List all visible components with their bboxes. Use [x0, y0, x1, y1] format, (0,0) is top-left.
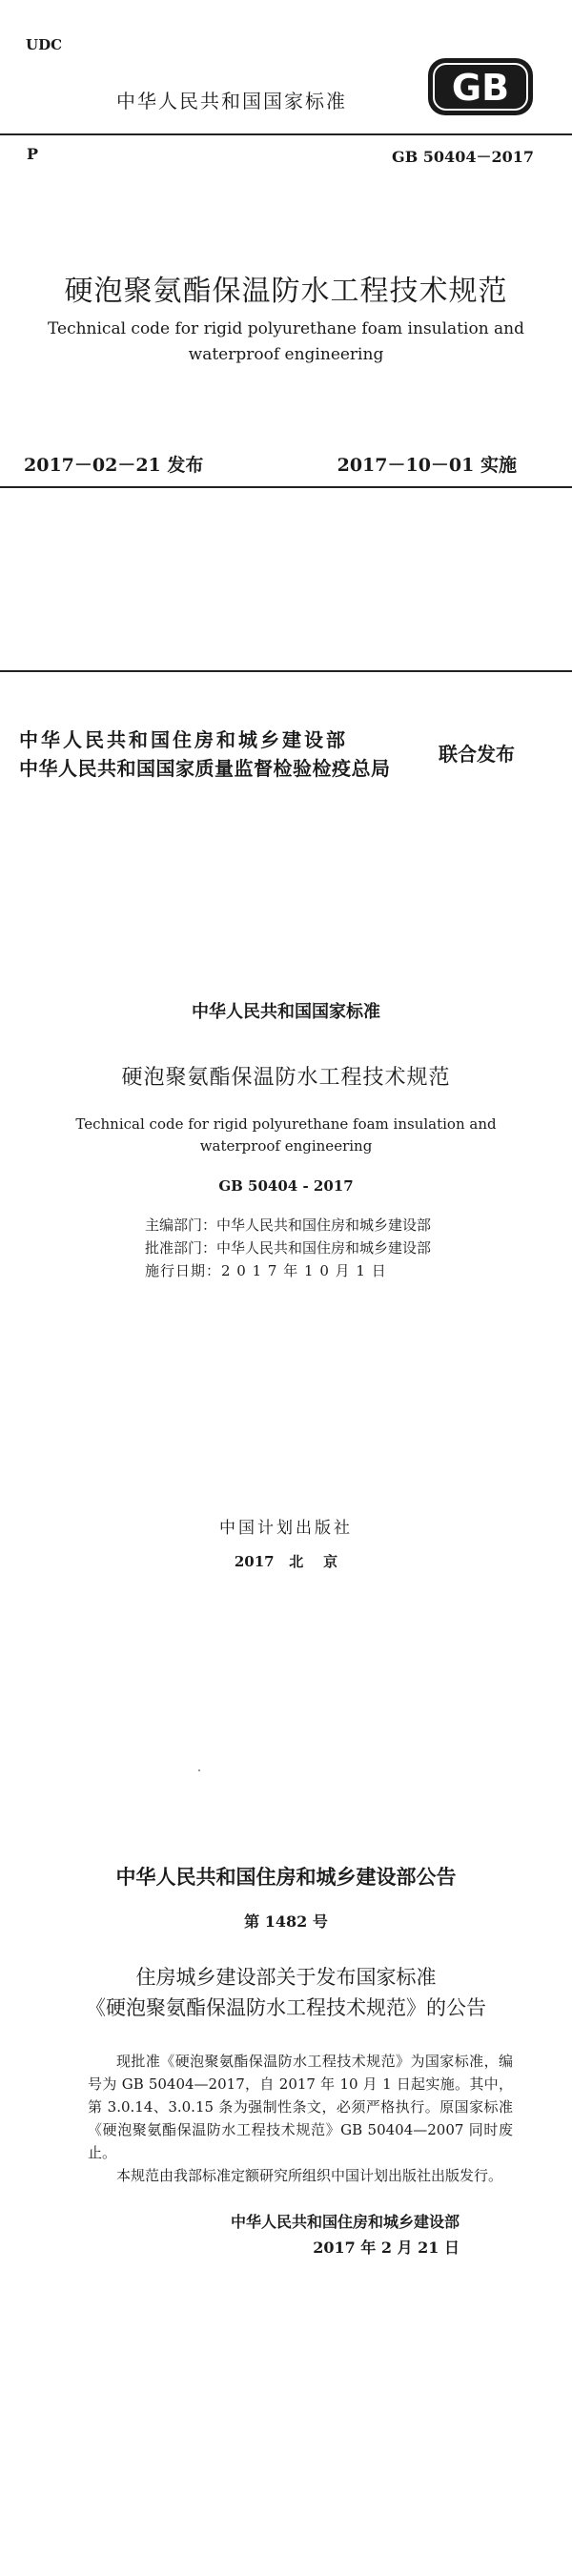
announcement-title-line2: 《硬泡聚氨酯保温防水工程技术规范》的公告 — [86, 1996, 486, 2019]
tp-year-place: 2017 北 京 — [234, 1553, 338, 1570]
announcement-date: 2017 年 2 月 21 日 — [313, 2239, 460, 2257]
standard-number: GB 50404－2017 — [392, 148, 534, 166]
issue-date: 2017－02－21 发布 — [24, 455, 204, 476]
tp-title-cn: 硬泡聚氨酯保温防水工程技术规范 — [121, 1066, 451, 1090]
gb-logo-icon — [427, 57, 534, 116]
announcement-paragraph-1: 现批准《硬泡聚氨酯保温防水工程技术规范》为国家标准，编号为 GB 50404—2017，自 2017 年 10 月 1 日起实施。其中，第 3.0.14、3.0.15 条为强制性条文，必须严格执行。原国家标准《硬泡聚氨酯保温防水工程技术规范》GB 50404—2007 同时废止。 — [88, 2053, 513, 2161]
tp-publisher: 中国计划出版社 — [219, 1519, 353, 1538]
cover-title-en-line1: Technical code for rigid polyurethane foam insulation and — [47, 319, 525, 338]
tp-approval-dept: 批准部门：中华人民共和国住房和城乡建设部 — [145, 1239, 432, 1257]
udc-label: UDC — [26, 36, 63, 53]
tp-title-en-line1: Technical code for rigid polyurethane foam insulation and — [75, 1115, 497, 1133]
top-rule — [0, 133, 572, 135]
tp-implement-date: 施行日期：2 0 1 7 年 1 0 月 1 日 — [145, 1262, 387, 1279]
implement-date: 2017－10－01 实施 — [337, 455, 517, 476]
announcement-body — [88, 2050, 513, 2187]
issuer-aqsiq: 中华人民共和国国家质量监督检验检疫总局 — [19, 757, 391, 780]
joint-issue-label: 联合发布 — [439, 743, 515, 766]
cover-bottom-rule — [0, 670, 572, 672]
tp-title-en-line2: waterproof engineering — [199, 1137, 373, 1155]
issuer-ministry: 中华人民共和国住房和城乡建设部 — [19, 728, 348, 751]
gb-logo-text: GB — [451, 67, 510, 109]
date-rule — [0, 486, 572, 488]
announcement-number: 第 1482 号 — [244, 1912, 328, 1931]
cover-title-cn: 硬泡聚氨酯保温防水工程技术规范 — [64, 275, 508, 308]
cover-title-en-line2: waterproof engineering — [188, 345, 384, 364]
classification-code: P — [27, 145, 39, 163]
print-speck — [198, 1769, 200, 1771]
announcement-title-line1: 住房城乡建设部关于发布国家标准 — [135, 1966, 437, 1989]
tp-standard-number: GB 50404 - 2017 — [218, 1177, 354, 1195]
tp-national-standard-label: 中华人民共和国国家标准 — [192, 1002, 380, 1022]
announcement-org-title: 中华人民共和国住房和城乡建设部公告 — [115, 1866, 457, 1889]
national-standard-label: 中华人民共和国国家标准 — [116, 90, 347, 112]
announcement-signature: 中华人民共和国住房和城乡建设部 — [230, 2213, 460, 2231]
announcement-paragraph-2: 本规范由我部标准定额研究所组织中国计划出版社出版发行。 — [116, 2167, 503, 2184]
tp-chief-dept: 主编部门：中华人民共和国住房和城乡建设部 — [145, 1216, 432, 1234]
